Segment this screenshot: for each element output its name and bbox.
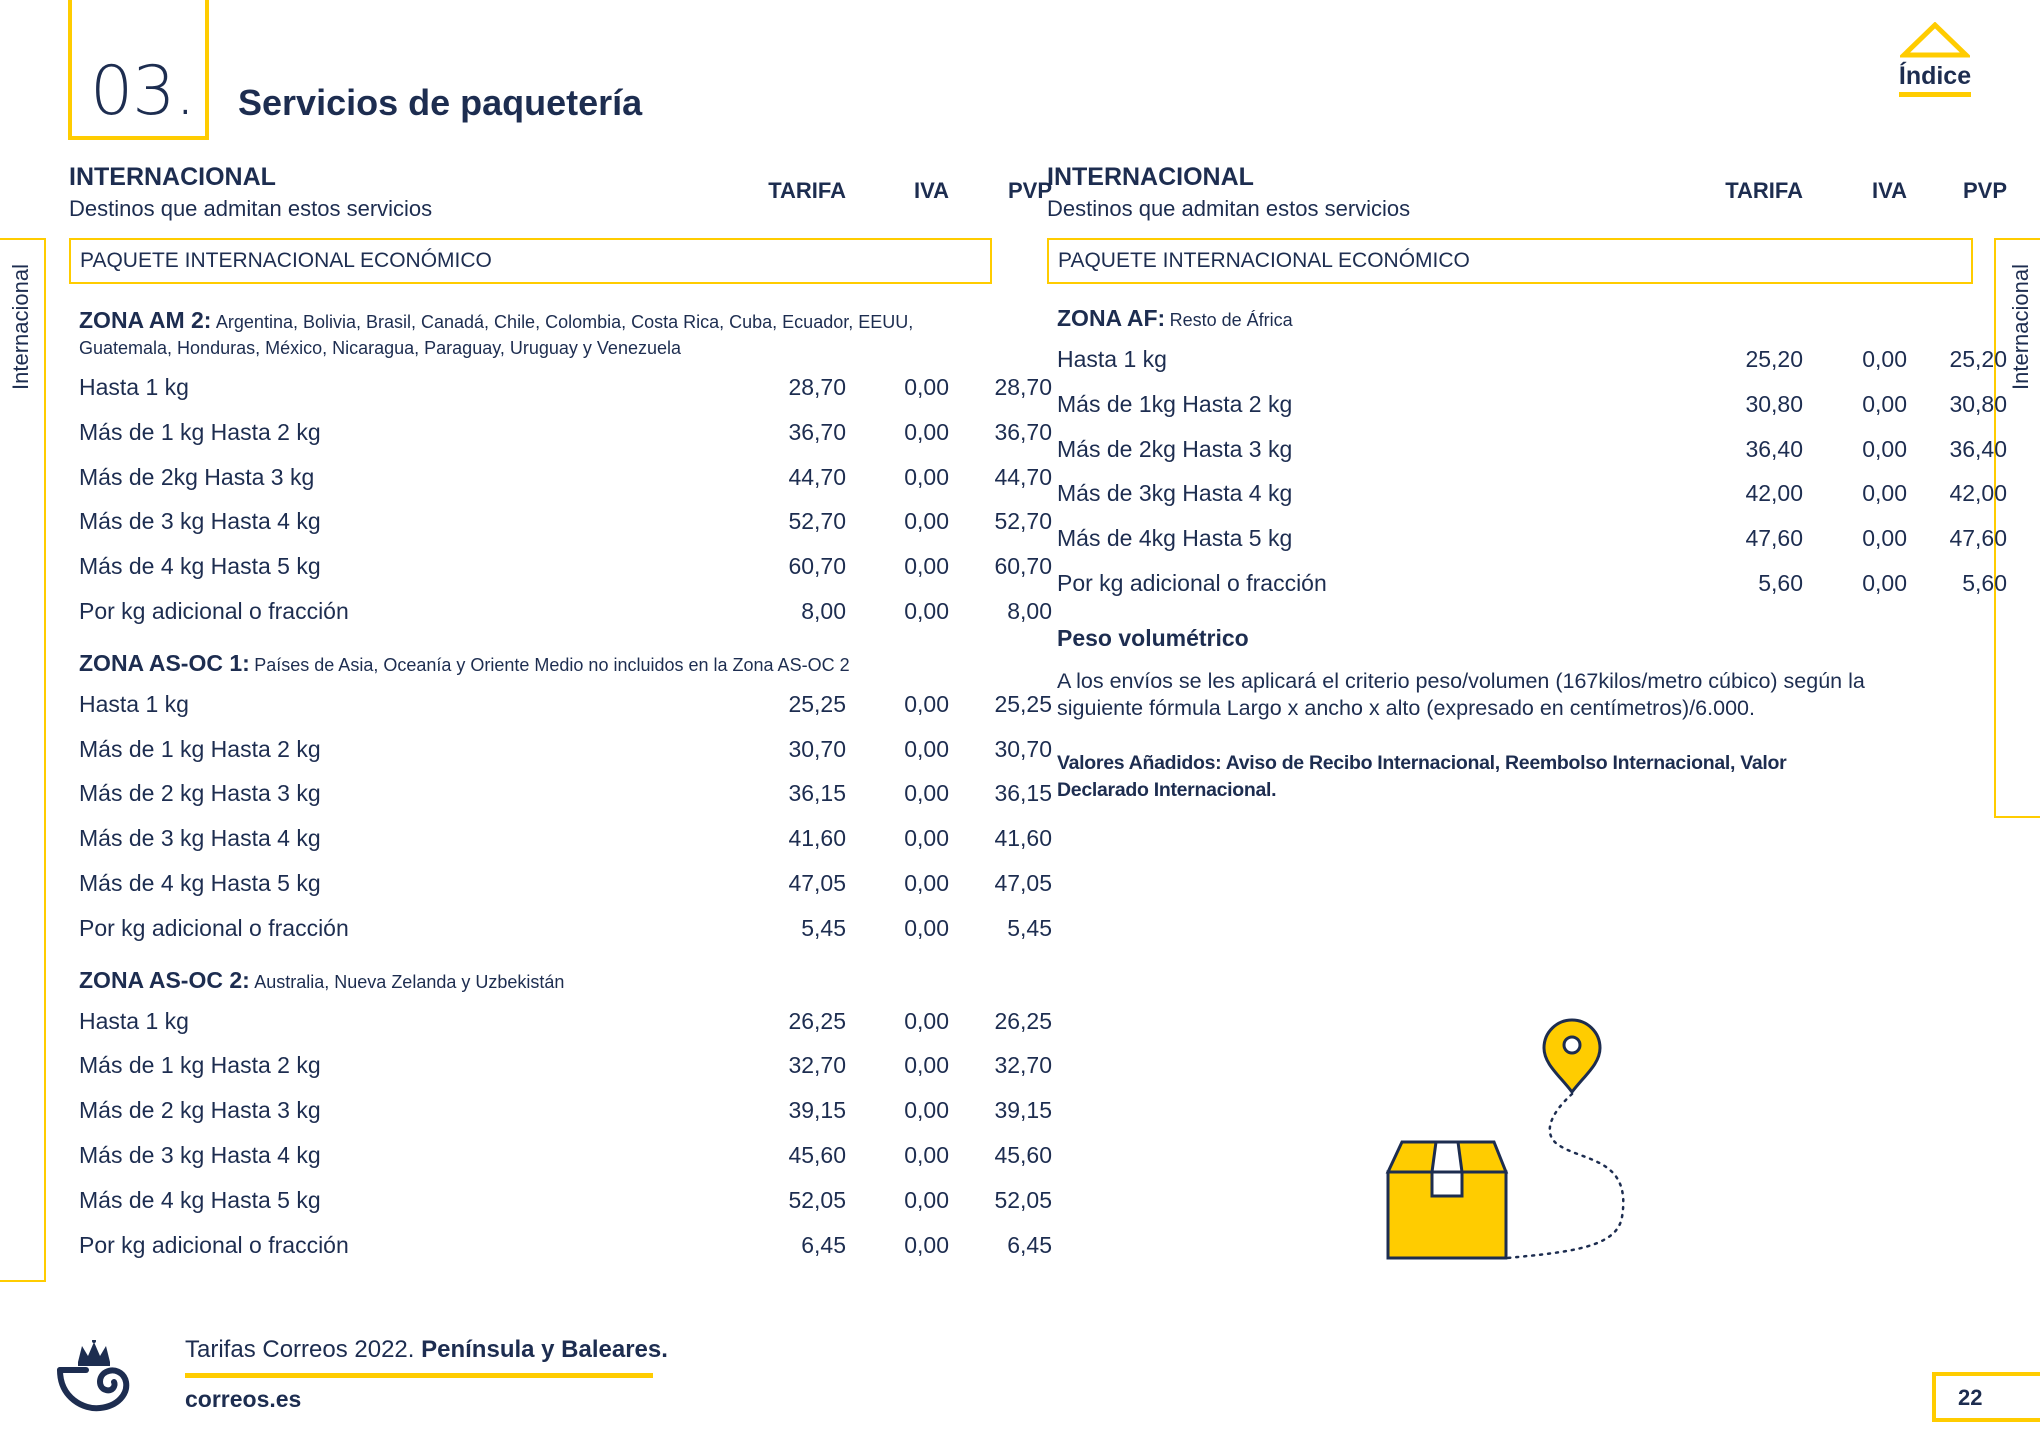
cell-tarifa: 39,15 xyxy=(788,1097,846,1124)
footer-brand-prefix: Tarifas Correos 2022. xyxy=(185,1336,415,1363)
index-label: Índice xyxy=(1899,62,1971,97)
weight-range-label: Más de 1 kg Hasta 2 kg xyxy=(79,418,321,445)
side-tab-label: Internacional xyxy=(8,264,33,390)
footer-divider xyxy=(185,1373,653,1378)
cell-tarifa: 30,70 xyxy=(788,735,846,762)
cell-pvp: 39,15 xyxy=(994,1097,1052,1124)
cell-pvp: 45,60 xyxy=(994,1141,1052,1168)
cell-tarifa: 30,80 xyxy=(1745,390,1803,417)
cell-iva: 0,00 xyxy=(1862,390,1907,417)
cell-tarifa: 6,45 xyxy=(801,1231,846,1258)
table-row xyxy=(69,1044,1052,1089)
weight-range-label: Por kg adicional o fracción xyxy=(79,914,349,941)
cell-iva: 0,00 xyxy=(904,869,949,896)
zone-header xyxy=(69,968,939,996)
cell-pvp: 32,70 xyxy=(994,1052,1052,1079)
cell-pvp: 5,60 xyxy=(1962,569,2007,596)
cell-pvp: 26,25 xyxy=(994,1007,1052,1034)
cell-tarifa: 26,25 xyxy=(788,1007,846,1034)
cell-pvp: 28,70 xyxy=(994,374,1052,400)
zone-rows xyxy=(69,1000,1052,1269)
table-row xyxy=(69,1224,1052,1269)
cell-pvp: 30,70 xyxy=(994,735,1052,762)
cell-tarifa: 45,60 xyxy=(788,1141,846,1168)
cell-pvp: 44,70 xyxy=(994,463,1052,490)
correos-logo xyxy=(56,1340,132,1417)
cell-iva: 0,00 xyxy=(904,597,949,624)
cell-pvp: 36,70 xyxy=(994,418,1052,445)
table-row xyxy=(69,1179,1052,1224)
table-row xyxy=(69,545,1052,590)
cell-iva: 0,00 xyxy=(904,1007,949,1034)
weight-range-label: Más de 1kg Hasta 2 kg xyxy=(1057,390,1293,417)
cell-iva: 0,00 xyxy=(904,1052,949,1079)
weight-range-label: Más de 1 kg Hasta 2 kg xyxy=(79,735,321,762)
zone-rows xyxy=(69,366,1052,635)
cell-pvp: 52,05 xyxy=(994,1186,1052,1213)
table-row xyxy=(69,411,1052,456)
weight-range-label: Por kg adicional o fracción xyxy=(79,1231,349,1258)
cell-pvp: 42,00 xyxy=(1949,480,2007,507)
zone-name: ZONA AF: xyxy=(1057,305,1166,331)
weight-range-label: Hasta 1 kg xyxy=(1057,346,1167,372)
table-row xyxy=(69,366,1052,411)
zone-header xyxy=(1047,306,1927,334)
zone-description: Australia, Nueva Zelanda y Uzbekistán xyxy=(254,971,565,992)
page-number-box xyxy=(1932,1372,2040,1422)
page-title: Servicios de paquetería xyxy=(238,82,643,123)
column-header-pvp: PVP xyxy=(1007,178,1052,203)
zone-name: ZONA AM 2: xyxy=(79,307,212,333)
cell-pvp: 36,40 xyxy=(1949,435,2007,462)
service-name-box: PAQUETE INTERNACIONAL ECONÓMICO xyxy=(1047,238,1973,284)
weight-range-label: Hasta 1 kg xyxy=(79,690,189,717)
table-row xyxy=(1047,517,2007,562)
cell-iva: 0,00 xyxy=(904,463,949,490)
cell-tarifa: 36,40 xyxy=(1745,435,1803,462)
cell-iva: 0,00 xyxy=(904,1186,949,1213)
table-subtitle: Destinos que admitan estos servicios xyxy=(1047,196,1411,221)
column-header-iva: IVA xyxy=(913,178,949,203)
cell-iva: 0,00 xyxy=(1862,569,1907,596)
weight-range-label: Hasta 1 kg xyxy=(79,374,189,400)
weight-range-label: Más de 4 kg Hasta 5 kg xyxy=(79,553,321,580)
service-name-box: PAQUETE INTERNACIONAL ECONÓMICO xyxy=(69,238,992,284)
cell-pvp: 25,25 xyxy=(994,690,1052,717)
weight-range-label: Más de 3 kg Hasta 4 kg xyxy=(79,1141,321,1168)
cell-iva: 0,00 xyxy=(904,1231,949,1258)
cell-pvp: 41,60 xyxy=(994,825,1052,852)
weight-range-label: Más de 3kg Hasta 4 kg xyxy=(1057,480,1293,507)
weight-range-label: Más de 2kg Hasta 3 kg xyxy=(1057,435,1293,462)
footer-brand xyxy=(185,1336,668,1364)
zone-header xyxy=(69,308,939,362)
cell-pvp: 25,20 xyxy=(1949,346,2007,372)
cell-tarifa: 36,15 xyxy=(788,780,846,807)
table-row xyxy=(1047,472,2007,517)
cell-pvp: 36,15 xyxy=(994,780,1052,807)
cell-tarifa: 60,70 xyxy=(788,553,846,580)
column-header-tarifa: TARIFA xyxy=(768,178,846,203)
zone-name: ZONA AS-OC 2: xyxy=(79,966,250,993)
cell-tarifa: 44,70 xyxy=(788,463,846,490)
table-title: INTERNACIONAL xyxy=(69,163,276,191)
cell-iva: 0,00 xyxy=(904,553,949,580)
side-tab-label: Internacional xyxy=(2008,264,2033,390)
table-row xyxy=(1047,383,2007,428)
table-row xyxy=(69,456,1052,501)
table-row xyxy=(69,683,1052,728)
zone-name: ZONA AS-OC 1: xyxy=(79,649,250,676)
footer-brand-bold: Península y Baleares. xyxy=(421,1336,668,1363)
weight-range-label: Más de 2 kg Hasta 3 kg xyxy=(79,780,321,807)
cell-tarifa: 52,05 xyxy=(788,1186,846,1213)
table-header xyxy=(69,160,1052,238)
cell-iva: 0,00 xyxy=(904,418,949,445)
cell-pvp: 60,70 xyxy=(994,553,1052,580)
side-tab-left xyxy=(0,238,46,1282)
table-subtitle: Destinos que admitan estos servicios xyxy=(69,196,433,221)
cell-tarifa: 5,60 xyxy=(1758,569,1803,596)
weight-range-label: Más de 3 kg Hasta 4 kg xyxy=(79,508,321,535)
table-row xyxy=(1047,338,2007,383)
cell-iva: 0,00 xyxy=(904,690,949,717)
cell-tarifa: 42,00 xyxy=(1745,480,1803,507)
package-location-pin-illustration xyxy=(1382,1012,1632,1262)
zone-description: Argentina, Bolivia, Brasil, Canadá, Chile, Colombia, Costa Rica, Cuba, Ecuador, EEUU, Guatemala, Honduras, México, Nicaragua, Paraguay, Uruguay y Venezuela xyxy=(79,312,914,358)
weight-range-label: Por kg adicional o fracción xyxy=(1057,569,1327,596)
cell-tarifa: 47,60 xyxy=(1745,525,1803,552)
cell-iva: 0,00 xyxy=(904,1141,949,1168)
zone-rows xyxy=(1047,338,2007,607)
weight-range-label: Más de 1 kg Hasta 2 kg xyxy=(79,1052,321,1079)
cell-iva: 0,00 xyxy=(904,374,949,400)
table-row xyxy=(69,907,1052,952)
weight-range-label: Más de 2kg Hasta 3 kg xyxy=(79,463,315,490)
cell-pvp: 47,05 xyxy=(994,869,1052,896)
cell-tarifa: 41,60 xyxy=(788,825,846,852)
cell-pvp: 8,00 xyxy=(1007,597,1052,624)
cell-iva: 0,00 xyxy=(1862,435,1907,462)
column-header-tarifa: TARIFA xyxy=(1725,178,1803,203)
right-rate-table xyxy=(1047,160,2007,804)
cell-iva: 0,00 xyxy=(904,508,949,535)
table-row xyxy=(69,817,1052,862)
page-number: 22 xyxy=(1958,1385,1983,1410)
cell-tarifa: 25,25 xyxy=(788,690,846,717)
table-row xyxy=(69,1134,1052,1179)
weight-range-label: Por kg adicional o fracción xyxy=(79,597,349,624)
cell-pvp: 30,80 xyxy=(1949,390,2007,417)
cell-pvp: 52,70 xyxy=(994,508,1052,535)
cell-iva: 0,00 xyxy=(904,1097,949,1124)
cell-iva: 0,00 xyxy=(1862,346,1907,372)
cell-iva: 0,00 xyxy=(904,825,949,852)
cell-iva: 0,00 xyxy=(904,780,949,807)
cell-tarifa: 32,70 xyxy=(788,1052,846,1079)
volumetric-weight-title: Peso volumétrico xyxy=(1057,624,1249,651)
cell-iva: 0,00 xyxy=(1862,480,1907,507)
table-row xyxy=(1047,428,2007,473)
section-number: 03. xyxy=(90,52,196,131)
weight-range-label: Más de 4 kg Hasta 5 kg xyxy=(79,1186,321,1213)
cell-pvp: 5,45 xyxy=(1007,914,1052,941)
zone-description: Países de Asia, Oceanía y Oriente Medio no incluidos en la Zona AS-OC 2 xyxy=(254,654,850,675)
table-row xyxy=(1047,562,2007,607)
cell-tarifa: 8,00 xyxy=(801,597,846,624)
table-row xyxy=(69,862,1052,907)
added-values-text: Valores Añadidos: Aviso de Recibo Internacional, Reembolso Internacional, Valor Declarado Internacional. xyxy=(1057,751,1787,801)
column-header-pvp: PVP xyxy=(1962,178,2007,203)
table-row xyxy=(69,500,1052,545)
cell-iva: 0,00 xyxy=(1862,525,1907,552)
cell-pvp: 6,45 xyxy=(1007,1231,1052,1258)
index-link[interactable] xyxy=(1895,22,1975,106)
zone-description: Resto de África xyxy=(1169,310,1293,330)
cell-iva: 0,00 xyxy=(904,735,949,762)
zone-header xyxy=(69,651,939,679)
weight-range-label: Más de 4 kg Hasta 5 kg xyxy=(79,869,321,896)
cell-tarifa: 47,05 xyxy=(788,869,846,896)
cell-iva: 0,00 xyxy=(904,914,949,941)
footer-website-link[interactable]: correos.es xyxy=(185,1386,302,1412)
weight-range-label: Más de 4kg Hasta 5 kg xyxy=(1057,525,1293,552)
table-row xyxy=(69,728,1052,773)
cell-pvp: 47,60 xyxy=(1949,525,2007,552)
table-row xyxy=(69,772,1052,817)
cell-tarifa: 36,70 xyxy=(788,418,846,445)
zone-rows xyxy=(69,683,1052,952)
cell-tarifa: 5,45 xyxy=(801,914,846,941)
cell-tarifa: 52,70 xyxy=(788,508,846,535)
triangle-up-icon xyxy=(1900,22,1970,58)
volumetric-weight-text: A los envíos se les aplicará el criterio peso/volumen (167kilos/metro cúbico) según la siguiente fórmula Largo x ancho x alto (expresado en centímetros)/6.000. xyxy=(1057,668,1865,720)
cell-tarifa: 25,20 xyxy=(1745,346,1803,372)
table-row xyxy=(69,1000,1052,1045)
table-row xyxy=(69,590,1052,635)
table-row xyxy=(69,1089,1052,1134)
weight-range-label: Más de 2 kg Hasta 3 kg xyxy=(79,1097,321,1124)
table-title: INTERNACIONAL xyxy=(1047,163,1254,191)
column-header-iva: IVA xyxy=(1871,178,1907,203)
table-header xyxy=(1047,160,2007,238)
weight-range-label: Hasta 1 kg xyxy=(79,1007,189,1034)
left-rate-table xyxy=(69,160,1052,1268)
cell-tarifa: 28,70 xyxy=(788,374,846,400)
weight-range-label: Más de 3 kg Hasta 4 kg xyxy=(79,825,321,852)
